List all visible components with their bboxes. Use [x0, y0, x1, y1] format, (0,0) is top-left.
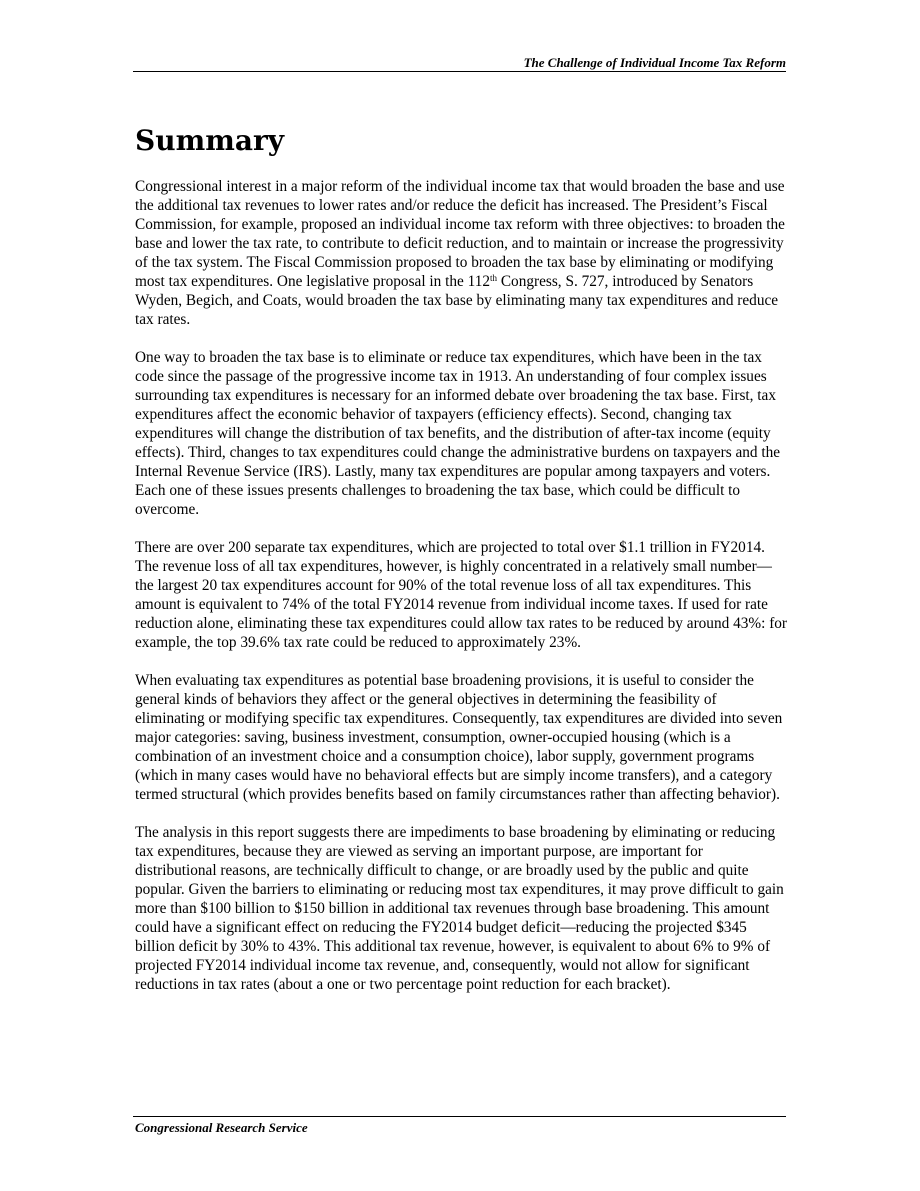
summary-body — [135, 177, 788, 1013]
paragraph-5: The analysis in this report suggests there are impediments to base broadening by eliminating or reducing tax expenditures, because they are viewed as serving an important purpose, are important for distributional reasons, are technically difficult to change, or are broadly used by the public and quite popular. Given the barriers to eliminating or reducing most tax expenditures, it may prove difficult to gain more than $100 billion to $150 billion in additional tax revenues through base broadening. This amount could have a significant effect on reducing the FY2014 budget deficit—reducing the projected $345 billion deficit by 30% to 43%. This additional tax revenue, however, is equivalent to about 6% to 9% of projected FY2014 individual income tax revenue, and, consequently, would not allow for significant reductions in tax rates (about a one or two percentage point reduction for each bracket). — [135, 824, 784, 993]
paragraph-1-tail: Congress, S. 727, introduced by Senators Wyden, Begich, and Coats, would broaden the tax base by eliminating many tax expenditures and reduce tax rates. — [135, 273, 779, 328]
paragraph-2: One way to broaden the tax base is to eliminate or reduce tax expenditures, which have been in the tax code since the passage of the progressive income tax in 1913. An understanding of four complex issues surrounding tax expenditures is necessary for an informed debate over broadening the tax base. First, tax expenditures affect the economic behavior of taxpayers (efficiency effects). Second, changing tax expenditures will change the distribution of tax benefits, and the distribution of after-tax income (equity effects). Third, changes to tax expenditures could change the administrative burdens on taxpayers and the Internal Revenue Service (IRS). Lastly, many tax expenditures are popular among taxpayers and voters. Each one of these issues presents challenges to broadening the tax base, which could be difficult to overcome. — [135, 349, 781, 518]
ordinal-superscript: th — [490, 273, 498, 283]
paragraph-1-text: Congressional interest in a major reform of the individual income tax that would broaden the base and use the additional tax revenues to lower rates and/or reduce the deficit has increased. The President’s Fiscal Commission, for example, proposed an individual income tax reform with three objectives: to broaden the base and lower the tax rate, to contribute to deficit reduction, and to maintain or increase the progressivity of the tax system. The Fiscal Commission proposed to broaden the tax base by eliminating or modifying most tax expenditures. One legislative proposal in the 112 — [135, 178, 785, 290]
running-footer: Congressional Research Service — [135, 1120, 308, 1135]
running-header: The Challenge of Individual Income Tax Reform — [523, 55, 786, 70]
footer-divider — [133, 1116, 786, 1117]
page-title: Summary — [135, 124, 284, 157]
header-divider — [133, 71, 786, 72]
paragraph-1 — [135, 177, 788, 329]
paragraph-4: When evaluating tax expenditures as potential base broadening provisions, it is useful to consider the general kinds of behaviors they affect or the general objectives in determining the feasibility of eliminating or modifying specific tax expenditures. Consequently, tax expenditures are divided into seven major categories: saving, business investment, consumption, owner-occupied housing (which is a combination of an investment choice and a consumption choice), labor supply, government programs (which in many cases would have no behavioral effects but are simply income transfers), and a category termed structural (which provides benefits based on family circumstances rather than affecting behavior). — [135, 672, 783, 803]
paragraph-3: There are over 200 separate tax expenditures, which are projected to total over $1.1 trillion in FY2014. The revenue loss of all tax expenditures, however, is highly concentrated in a relatively small number—the largest 20 tax expenditures account for 90% of the total revenue loss of all tax expenditures. This amount is equivalent to 74% of the total FY2014 revenue from individual income taxes. If used for rate reduction alone, eliminating these tax expenditures could allow tax rates to be reduced by around 43%: for example, the top 39.6% tax rate could be reduced to approximately 23%. — [135, 539, 788, 651]
